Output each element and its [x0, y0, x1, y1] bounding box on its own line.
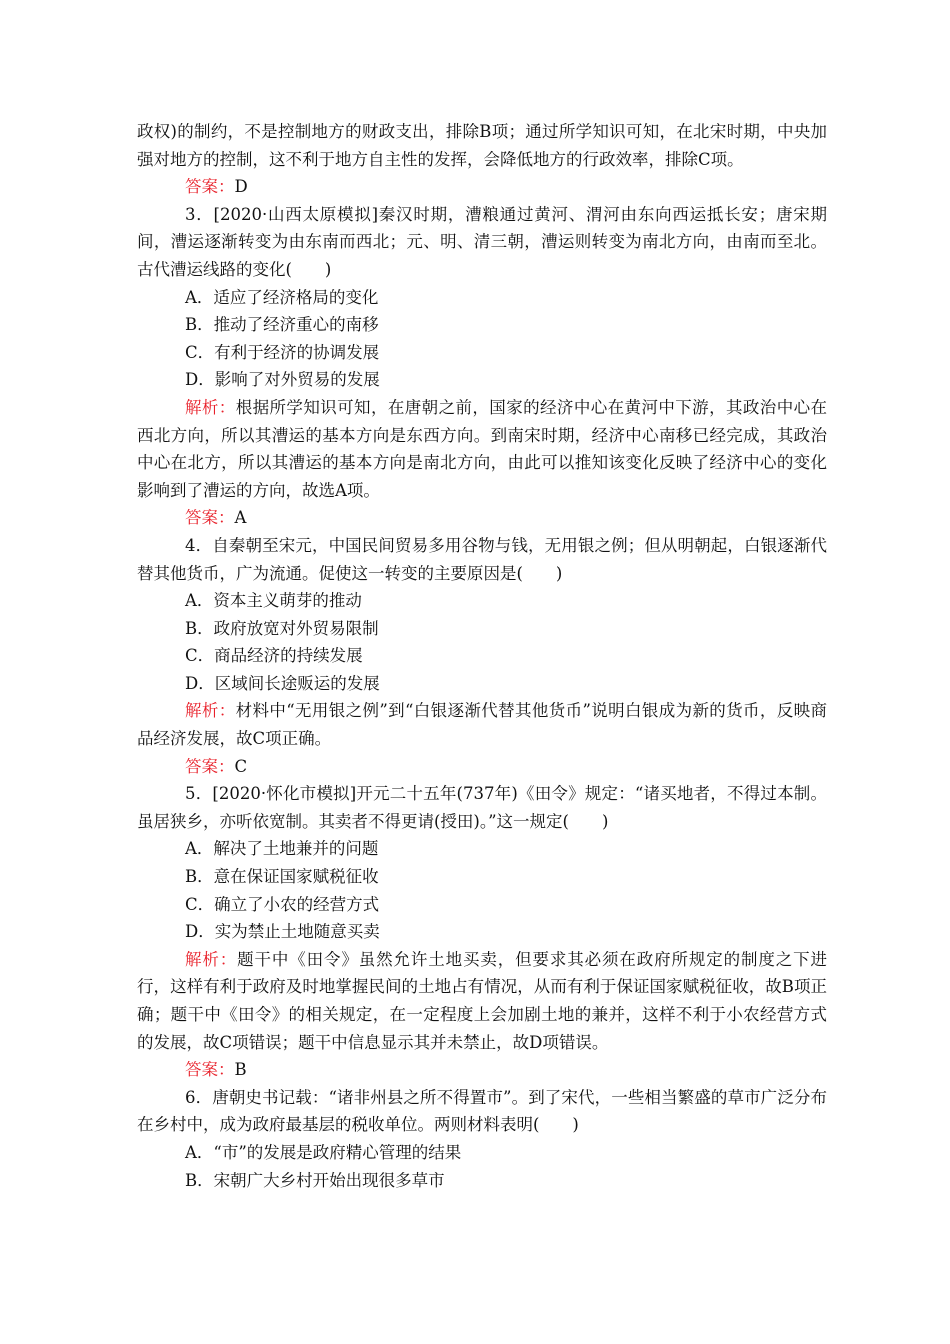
option-c: C．商品经济的持续发展: [185, 646, 363, 666]
option-c: C．确立了小农的经营方式: [185, 894, 380, 914]
option-c: C．有利于经济的协调发展: [185, 342, 380, 362]
analysis-label: 解析：: [185, 701, 236, 721]
option-b: B．宋朝广大乡村开始出现很多草市: [185, 1170, 445, 1190]
option-a: A．资本主义萌芽的推动: [185, 591, 362, 611]
question-stem: 5．[2020·怀化市模拟]开元二十五年(737年)《田令》规定：“诸买地者，不得过本制。虽居狭乡，亦听依宽制。其卖者不得更请(授田)。”这一规定( ): [137, 784, 827, 831]
answer-line: [137, 173, 827, 201]
analysis-text: 根据所学知识可知，在唐朝之前，国家的经济中心在黄河中下游，其政治中心在西北方向，所以其漕运的基本方向是东西方向。到南宋时期，经济中心南移已经完成，其政治中心在北方，所以其漕运的基本方向是南北方向，由此可以推知该变化反映了经济中心的变化影响到了漕运的方向，故选A项。: [137, 397, 828, 500]
answer-label: 答案：: [185, 177, 235, 197]
analysis-text: 材料中“无用银之例”到“白银逐渐代替其他货币”说明白银成为新的货币，反映商品经济发展，故C项正确。: [137, 701, 828, 749]
answer-value: B: [234, 1060, 247, 1080]
option-d: D．影响了对外贸易的发展: [185, 370, 380, 390]
option-b: B．推动了经济重心的南移: [185, 315, 379, 335]
question-stem: 6．唐朝史书记载：“诸非州县之所不得置市”。到了宋代，一些相当繁盛的草市广泛分布在乡村中，成为政府最基层的税收单位。两则材料表明( ): [137, 1087, 827, 1135]
option-b: B．政府放宽对外贸易限制: [185, 618, 379, 638]
analysis-label: 解析：: [185, 949, 238, 969]
answer-value: D: [234, 177, 248, 197]
analysis-label: 解析：: [185, 397, 236, 417]
option-a: A．解决了土地兼并的问题: [185, 839, 379, 859]
answer-line: [137, 1056, 827, 1084]
option-d: D．区域间长途贩运的发展: [185, 673, 380, 693]
option-b: B．意在保证国家赋税征收: [185, 867, 379, 887]
option-a: A．适应了经济格局的变化: [185, 287, 379, 307]
answer-line: [137, 504, 827, 532]
analysis-continuation: 政权)的制约，不是控制地方的财政支出，排除B项；通过所学知识可知，在北宋时期，中央加强对地方的控制，这不利于地方自主性的发挥，会降低地方的行政效率，排除C项。: [137, 122, 827, 169]
answer-label: 答案：: [185, 1060, 235, 1080]
document-page: [137, 118, 827, 1194]
answer-label: 答案：: [185, 756, 235, 776]
answer-line: [137, 753, 827, 781]
question-stem: 4．自秦朝至宋元，中国民间贸易多用谷物与钱，无用银之例；但从明朝起，白银逐渐代替其他货币，广为流通。促使这一转变的主要原因是( ): [137, 535, 827, 583]
answer-value: C: [234, 756, 248, 776]
answer-label: 答案：: [185, 508, 235, 528]
analysis-paragraph: [137, 394, 827, 504]
option-a: A．“市”的发展是政府精心管理的结果: [185, 1142, 462, 1162]
analysis-paragraph: [137, 946, 827, 1056]
option-d: D．实为禁止土地随意买卖: [185, 922, 380, 942]
answer-value: A: [234, 508, 247, 528]
question-stem: 3．[2020·山西太原模拟]秦汉时期，漕粮通过黄河、渭河由东向西运抵长安；唐宋期间，漕运逐渐转变为由东南而西北；元、明、清三朝，漕运则转变为南北方向，由南而至北。古代漕运线路的变化( ): [137, 204, 827, 279]
analysis-text: 题干中《田令》虽然允许土地买卖，但要求其必须在政府所规定的制度之下进行，这样有利于政府及时地掌握民间的土地占有情况，从而有利于保证国家赋税征收，故B项正确；题干中《田令》的相关规定，在一定程度上会加剧土地的兼并，这样不利于小农经营方式的发展，故C项错误；题干中信息显示其并未禁止，故D项错误。: [137, 949, 827, 1052]
analysis-paragraph: [137, 697, 827, 752]
